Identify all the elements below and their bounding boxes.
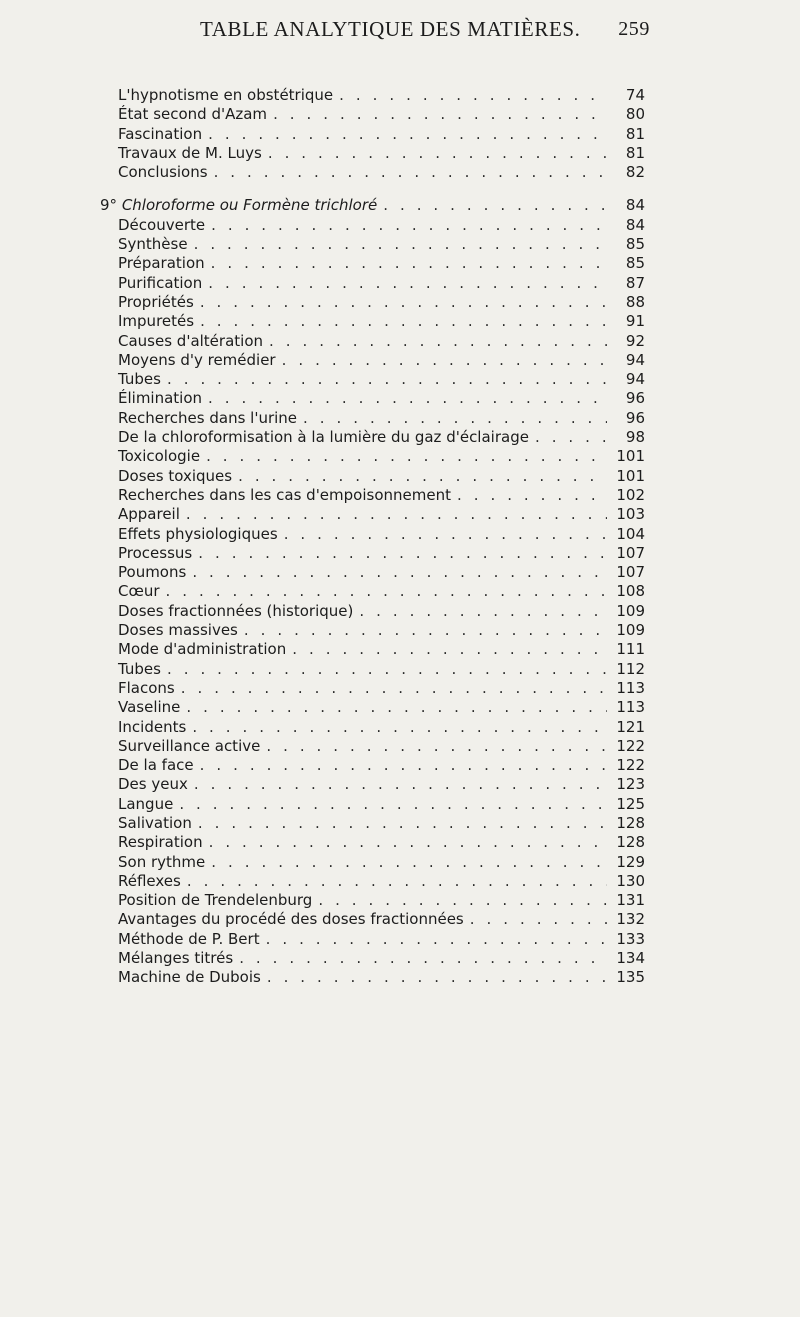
dot-leader (200, 293, 607, 312)
entry-page: 91 (625, 312, 645, 331)
dot-leader (211, 853, 607, 872)
toc-group-chloroform (100, 216, 645, 988)
entry-label: Tubes (118, 370, 161, 389)
entry-page: 113 (616, 678, 645, 697)
toc-entry (100, 737, 645, 756)
entry-label: Doses toxiques (118, 466, 233, 485)
entry-page: 81 (625, 124, 645, 143)
dot-leader (200, 756, 607, 775)
entry-page: 108 (616, 582, 645, 601)
entry-page: 98 (625, 428, 645, 447)
entry-page: 134 (616, 949, 645, 968)
entry-label: Son rythme (118, 852, 206, 871)
entry-label: Cœur (118, 582, 160, 601)
toc-entry (100, 216, 645, 235)
toc-entry (100, 814, 645, 833)
section-label (100, 196, 377, 215)
entry-label: De la chloroformisation à la lumière du gaz d'éclairage (118, 428, 529, 447)
toc-entry (100, 235, 645, 254)
toc-entry (100, 775, 645, 794)
page-title: TABLE ANALYTIQUE DES MATIÈRES. (200, 16, 581, 41)
entry-label: Impuretés (118, 312, 195, 331)
dot-leader (206, 447, 607, 466)
dot-leader (292, 640, 607, 659)
entry-page: 133 (616, 929, 645, 948)
toc-entry (100, 640, 645, 659)
entry-page: 129 (616, 852, 645, 871)
entry-label: Des yeux (118, 775, 188, 794)
entry-label: Avantages du procédé des doses fractionnées (118, 910, 464, 929)
entry-page: 125 (616, 794, 645, 813)
toc-entry (100, 891, 645, 910)
toc-entry (100, 563, 645, 582)
entry-label: Travaux de M. Luys (118, 143, 262, 162)
entry-label: Purification (118, 273, 203, 292)
entry-label: Toxicologie (118, 447, 201, 466)
entry-label: Préparation (118, 254, 205, 273)
entry-label: Synthèse (118, 235, 188, 254)
entry-page: 109 (616, 621, 645, 640)
dot-leader (282, 351, 607, 370)
toc-entry (100, 293, 645, 312)
dot-leader (194, 775, 607, 794)
entry-page: 85 (625, 254, 645, 273)
entry-label: Doses fractionnées (historique) (118, 601, 354, 620)
entry-page: 85 (625, 235, 645, 254)
entry-page: 74 (625, 86, 645, 104)
entry-page: 88 (625, 292, 645, 311)
entry-label: Flacons (118, 678, 175, 697)
entry-label: L'hypnotisme en obstétrique (118, 86, 334, 104)
dot-leader (239, 949, 607, 968)
entry-page: 101 (616, 447, 645, 466)
running-header (200, 12, 650, 46)
entry-label: Propriétés (118, 292, 194, 311)
entry-page: 80 (625, 105, 645, 124)
entry-page: 81 (625, 143, 645, 162)
entry-label: Mode d'administration (118, 640, 287, 659)
toc-entry (100, 872, 645, 891)
entry-label: Effets physiologiques (118, 524, 278, 543)
dot-leader (186, 698, 607, 717)
dot-leader (268, 144, 607, 163)
toc-entry (100, 930, 645, 949)
dot-leader (192, 563, 607, 582)
toc-entry (100, 756, 645, 775)
dot-leader (166, 582, 608, 601)
dot-leader (359, 602, 607, 621)
toc-entry (100, 525, 645, 544)
toc-entry (100, 447, 645, 466)
entry-label: Vaseline (118, 698, 181, 717)
toc-entry (100, 144, 645, 163)
toc-entry (100, 274, 645, 293)
entry-label: État second d'Azam (118, 105, 268, 124)
toc-entry (100, 312, 645, 331)
entry-page: 96 (625, 408, 645, 427)
dot-leader (269, 332, 607, 351)
dot-leader (470, 910, 607, 929)
entry-page: 94 (625, 350, 645, 369)
toc-entry (100, 409, 645, 428)
toc-entry (100, 163, 645, 182)
toc-group-hypnotism (100, 86, 645, 182)
entry-label: Position de Trendelenburg (118, 891, 313, 910)
toc-entry (100, 833, 645, 852)
entry-page: 112 (616, 659, 645, 678)
entry-page: 131 (616, 891, 645, 910)
dot-leader (198, 814, 607, 833)
toc-entry (100, 698, 645, 717)
dot-leader (267, 968, 607, 987)
toc-entry (100, 949, 645, 968)
toc-entry (100, 105, 645, 124)
dot-leader (192, 718, 607, 737)
dot-leader (273, 105, 607, 124)
entry-label: Langue (118, 794, 174, 813)
section-number: 9° (100, 196, 118, 215)
dot-leader (457, 486, 607, 505)
toc-entry (100, 544, 645, 563)
toc-entry (100, 795, 645, 814)
entry-label: Respiration (118, 833, 203, 852)
entry-page: 107 (616, 543, 645, 562)
dot-leader (318, 891, 607, 910)
dot-leader (238, 467, 607, 486)
entry-page: 103 (616, 505, 645, 524)
entry-label: Causes d'altération (118, 331, 264, 350)
entry-page: 104 (616, 524, 645, 543)
toc-entry (100, 86, 645, 105)
dot-leader (198, 544, 607, 563)
entry-label: Recherches dans les cas d'empoisonnement (118, 485, 451, 504)
dot-leader (211, 254, 607, 273)
toc-entry (100, 428, 645, 447)
toc-entry (100, 254, 645, 273)
entry-page: 113 (616, 698, 645, 717)
toc-entry (100, 505, 645, 524)
toc-entry (100, 370, 645, 389)
dot-leader (214, 163, 607, 182)
dot-leader (209, 833, 607, 852)
entry-page: 107 (616, 563, 645, 582)
section-title: Chloroforme ou Formène trichloré (121, 196, 378, 215)
entry-page: 84 (625, 215, 645, 234)
entry-page: 101 (616, 466, 645, 485)
dot-leader (200, 312, 607, 331)
dot-leader (167, 370, 607, 389)
entry-page: 102 (616, 485, 645, 504)
entry-label: Recherches dans l'urine (118, 408, 298, 427)
entry-label: Méthode de P. Bert (118, 929, 260, 948)
dot-leader (244, 621, 607, 640)
entry-label: Tubes (118, 659, 161, 678)
dot-leader (208, 389, 607, 408)
entry-label: Poumons (118, 563, 187, 582)
section-page: 84 (625, 196, 645, 215)
entry-page: 128 (616, 813, 645, 832)
entry-label: Mélanges titrés (118, 949, 234, 968)
dot-leader (208, 274, 607, 293)
toc-entry (100, 968, 645, 987)
dot-leader (303, 409, 607, 428)
entry-label: Appareil (118, 505, 180, 524)
toc-section-heading (100, 196, 645, 215)
dot-leader (208, 125, 607, 144)
dot-leader (266, 737, 607, 756)
entry-label: Élimination (118, 389, 203, 408)
dot-leader (266, 930, 607, 949)
section-gap (100, 182, 645, 196)
dot-leader (284, 525, 607, 544)
entry-page: 94 (625, 370, 645, 389)
toc-entry (100, 351, 645, 370)
dot-leader (211, 216, 607, 235)
toc-entry (100, 910, 645, 929)
toc-entry (100, 621, 645, 640)
toc-entry (100, 332, 645, 351)
entry-label: Réflexes (118, 871, 181, 890)
entry-page: 122 (616, 736, 645, 755)
dot-leader (194, 235, 607, 254)
toc-entry (100, 660, 645, 679)
entry-label: Salivation (118, 813, 192, 832)
entry-page: 128 (616, 833, 645, 852)
entry-label: Conclusions (118, 163, 208, 182)
entry-page: 109 (616, 601, 645, 620)
entry-label: Machine de Dubois (118, 968, 261, 987)
toc-entry (100, 125, 645, 144)
entry-page: 132 (616, 910, 645, 929)
toc-entry (100, 602, 645, 621)
entry-page: 123 (616, 775, 645, 794)
toc-entry (100, 582, 645, 601)
entry-page: 82 (625, 163, 645, 182)
toc-entry (100, 718, 645, 737)
toc-entry (100, 467, 645, 486)
dot-leader (383, 196, 607, 215)
entry-page: 87 (625, 273, 645, 292)
table-of-contents (100, 86, 645, 988)
entry-label: Fascination (118, 124, 203, 143)
dot-leader (179, 795, 607, 814)
dot-leader (181, 679, 607, 698)
entry-label: Doses massives (118, 621, 238, 640)
entry-page: 130 (616, 871, 645, 890)
dot-leader (187, 872, 607, 891)
dot-leader (535, 428, 607, 447)
dot-leader (186, 505, 607, 524)
entry-label: Processus (118, 543, 193, 562)
entry-label: Découverte (118, 215, 206, 234)
entry-label: Surveillance active (118, 736, 261, 755)
entry-page: 121 (616, 717, 645, 736)
entry-label: De la face (118, 756, 194, 775)
dot-leader (167, 660, 607, 679)
toc-entry (100, 389, 645, 408)
toc-entry (100, 679, 645, 698)
entry-label: Incidents (118, 717, 187, 736)
dot-leader (339, 86, 607, 105)
entry-page: 96 (625, 389, 645, 408)
entry-page: 122 (616, 756, 645, 775)
entry-page: 111 (616, 640, 645, 659)
entry-page: 135 (616, 968, 645, 987)
entry-page: 92 (625, 331, 645, 350)
entry-label: Moyens d'y remédier (118, 350, 276, 369)
toc-entry (100, 853, 645, 872)
page-number: 259 (618, 17, 650, 40)
toc-entry (100, 486, 645, 505)
